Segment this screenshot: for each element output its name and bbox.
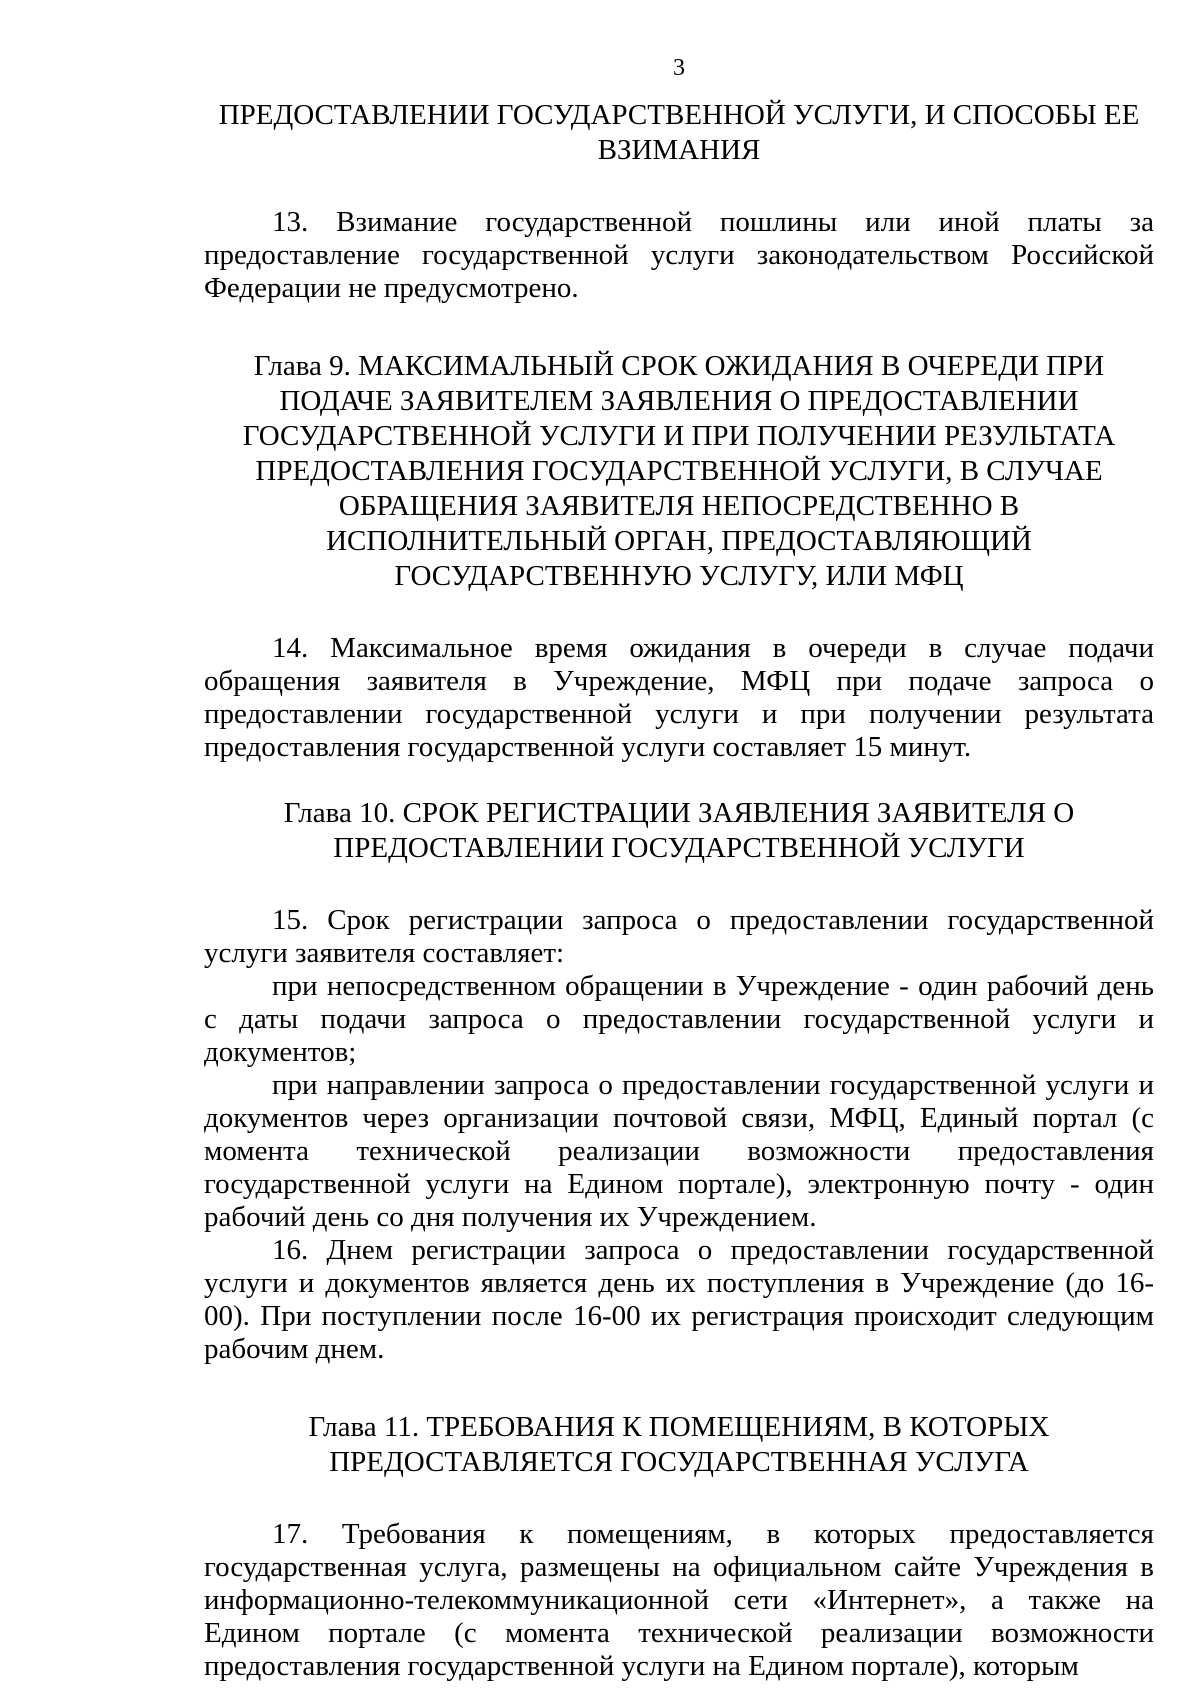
heading-line: ПРЕДОСТАВЛЕНИИ ГОСУДАРСТВЕННОЙ УСЛУГИ xyxy=(333,832,1025,864)
heading-line: Глава 9. МАКСИМАЛЬНЫЙ СРОК ОЖИДАНИЯ В ОЧЕРЕДИ ПРИ xyxy=(253,350,1105,382)
heading-line: ГОСУДАРСТВЕННОЙ УСЛУГИ И ПРИ ПОЛУЧЕНИИ РЕЗУЛЬТАТА xyxy=(242,420,1116,452)
paragraph-14: 14. Максимальное время ожидания в очереди в случае подачи обращения заявителя в Учреждение, МФЦ при подаче запроса о предоставлении государственной услуги и при получении результата предоставления государственной услуги составляет 15 минут. xyxy=(204,632,1154,763)
chapter-10-heading xyxy=(204,796,1154,866)
heading-line: ПОДАЧЕ ЗАЯВИТЕЛЕМ ЗАЯВЛЕНИЯ О ПРЕДОСТАВЛЕНИИ xyxy=(279,385,1079,417)
paragraph-15-postal-portal: при направлении запроса о предоставлении государственной услуги и документов через организации почтовой связи, МФЦ, Единый портал (с момента технической реализации возможности предоставления государственной услуги на Едином портале), электронную почту - один рабочий день со дня получения их Учреждением. xyxy=(204,1069,1154,1233)
page-content xyxy=(204,40,1154,1683)
heading-line: ВЗИМАНИЯ xyxy=(597,134,761,166)
paragraph-17: 17. Требования к помещениям, в которых предоставляется государственная услуга, размещены на официальном сайте Учреждения в информационно-телекоммуникационной сети «Интернет», а также на Едином портале (с момента технической реализации возможности предоставления государственной услуги на Едином портале), которым xyxy=(204,1518,1154,1682)
heading-line: ПРЕДОСТАВЛЕНИЯ ГОСУДАРСТВЕННОЙ УСЛУГИ, В СЛУЧАЕ xyxy=(255,455,1103,487)
page-number: 3 xyxy=(673,55,685,81)
heading-line: Глава 10. СРОК РЕГИСТРАЦИИ ЗАЯВЛЕНИЯ ЗАЯВИТЕЛЯ О xyxy=(283,797,1075,829)
heading-line: ГОСУДАРСТВЕННУЮ УСЛУГУ, ИЛИ МФЦ xyxy=(394,560,964,592)
paragraph-16: 16. Днем регистрации запроса о предоставлении государственной услуги и документов является день их поступления в Учреждение (до 16-00). При поступлении после 16-00 их регистрация происходит следующим рабочим днем. xyxy=(204,1234,1154,1365)
heading-line: ИСПОЛНИТЕЛЬНЫЙ ОРГАН, ПРЕДОСТАВЛЯЮЩИЙ xyxy=(326,525,1032,557)
paragraph-15: 15. Срок регистрации запроса о предоставлении государственной услуги заявителя составляет: xyxy=(204,904,1154,969)
heading-line: ПРЕДОСТАВЛЕНИИ ГОСУДАРСТВЕННОЙ УСЛУГИ, И СПОСОБЫ ЕЕ xyxy=(218,99,1140,131)
section-heading-fee xyxy=(204,98,1154,168)
heading-line: Глава 11. ТРЕБОВАНИЯ К ПОМЕЩЕНИЯМ, В КОТОРЫХ xyxy=(308,1411,1050,1443)
chapter-11-heading xyxy=(204,1410,1154,1480)
heading-line: ОБРАЩЕНИЯ ЗАЯВИТЕЛЯ НЕПОСРЕДСТВЕННО В xyxy=(338,490,1020,522)
chapter-9-heading xyxy=(204,349,1154,594)
paragraph-13: 13. Взимание государственной пошлины или иной платы за предоставление государственной услуги законодательством Российской Федерации не предусмотрено. xyxy=(204,206,1154,304)
heading-line: ПРЕДОСТАВЛЯЕТСЯ ГОСУДАРСТВЕННАЯ УСЛУГА xyxy=(329,1446,1029,1478)
paragraph-15-direct-appeal: при непосредственном обращении в Учреждение - один рабочий день с даты подачи запроса о предоставлении государственной услуги и документов; xyxy=(204,970,1154,1068)
